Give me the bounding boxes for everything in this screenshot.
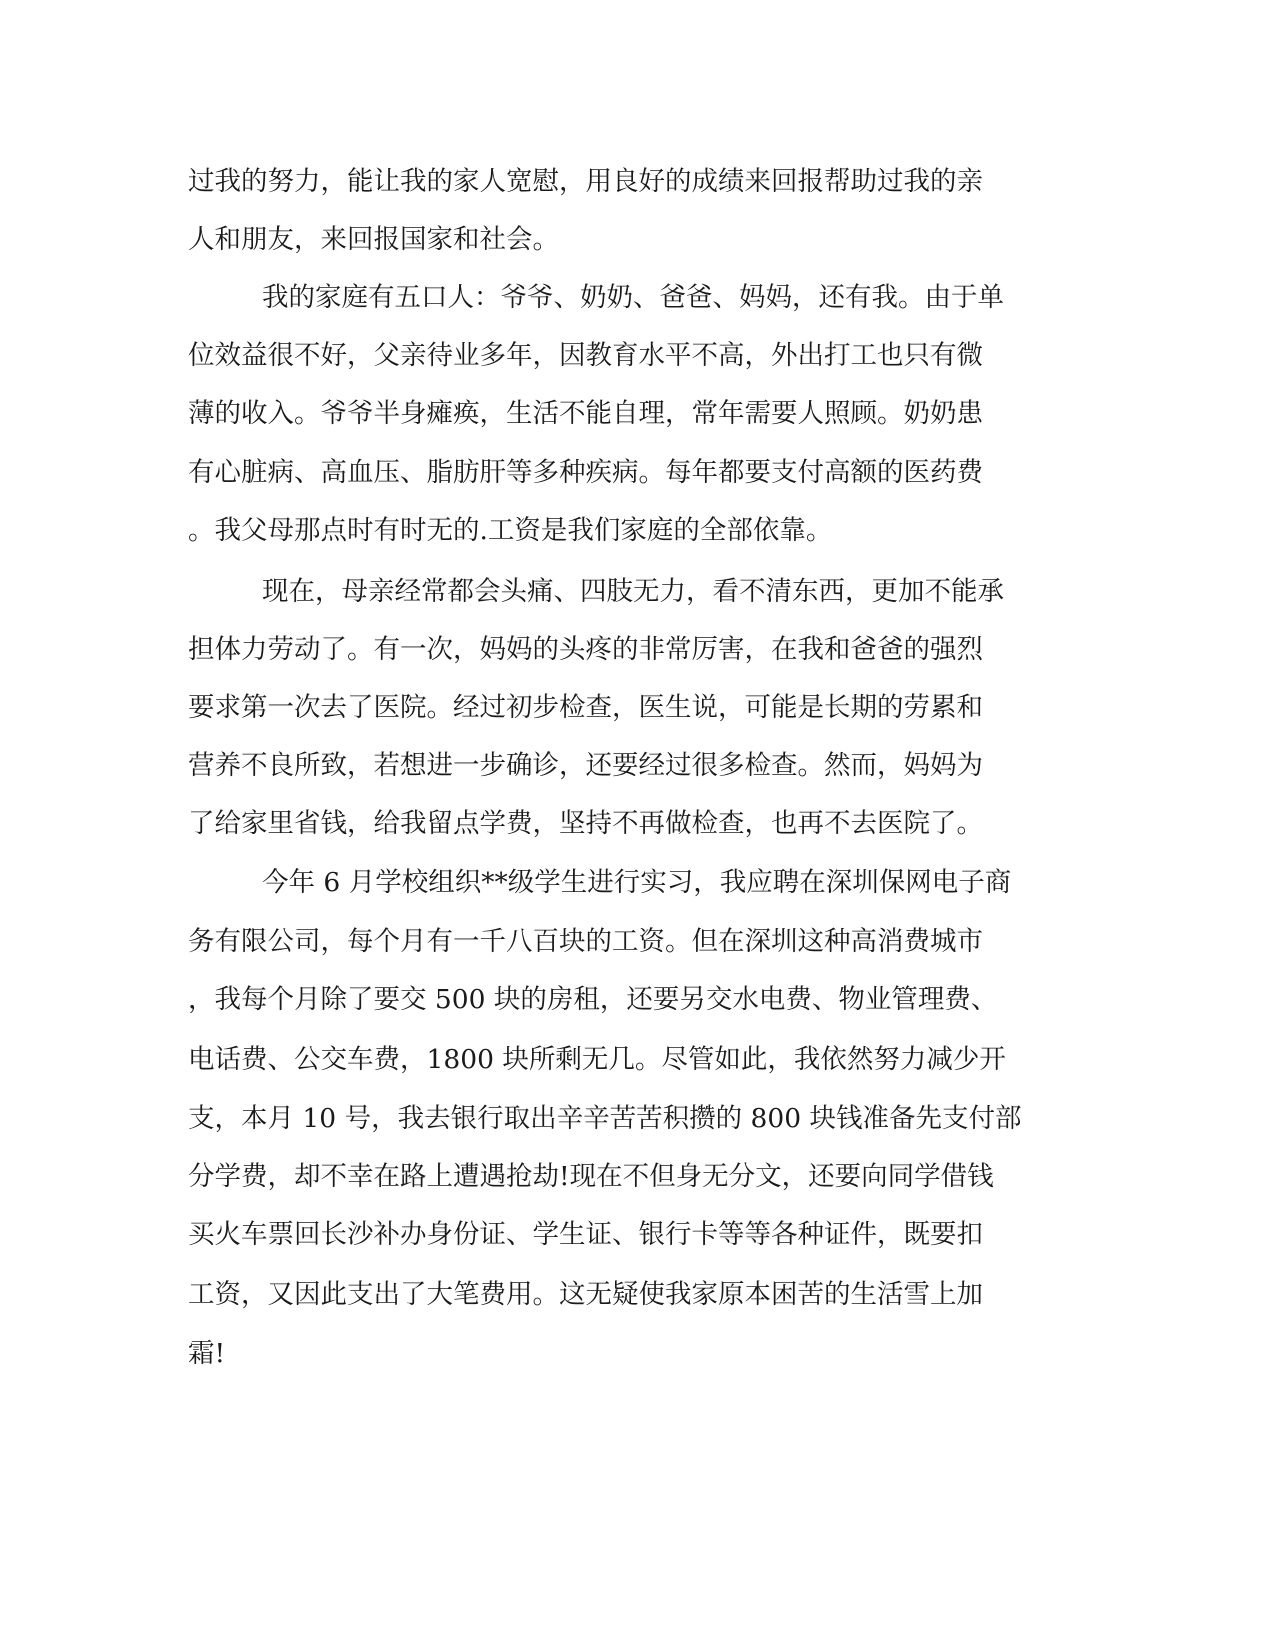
text-line: 担体力劳动了。有一次，妈妈的头疼的非常厉害，在我和爸爸的强烈: [188, 634, 983, 665]
paragraph-first-line: 现在，母亲经常都会头痛、四肢无力，看不清东西，更加不能承: [262, 576, 1004, 607]
text-line: 霜!: [188, 1338, 226, 1369]
text-line: 。我父母那点时有时无的.工资是我们家庭的全部依靠。: [188, 515, 833, 546]
text-line: ，我每个月除了要交 500 块的房租，还要另交水电费、物业管理费、: [188, 984, 998, 1015]
text-line: 有心脏病、高血压、脂肪肝等多种疾病。每年都要支付高额的医药费: [188, 457, 983, 488]
paragraph-first-line: 我的家庭有五口人：爷爷、奶奶、爸爸、妈妈，还有我。由于单: [262, 282, 1004, 313]
text-line: 过我的努力，能让我的家人宽慰，用良好的成绩来回报帮助过我的亲: [188, 166, 983, 197]
text-line: 位效益很不好，父亲待业多年，因教育水平不高，外出打工也只有微: [188, 340, 983, 371]
text-line: 工资，又因此支出了大笔费用。这无疑使我家原本困苦的生活雪上加: [188, 1279, 983, 1310]
text-line: 支，本月 10 号，我去银行取出辛辛苦苦积攒的 800 块钱准备先支付部: [188, 1103, 1022, 1134]
text-line: 电话费、公交车费，1800 块所剩无几。尽管如此，我依然努力减少开: [188, 1044, 1006, 1075]
text-line: 要求第一次去了医院。经过初步检查，医生说，可能是长期的劳累和: [188, 692, 983, 723]
text-line: 买火车票回长沙补办身份证、学生证、银行卡等等各种证件，既要扣: [188, 1219, 983, 1250]
text-line: 营养不良所致，若想进一步确诊，还要经过很多检查。然而，妈妈为: [188, 750, 983, 781]
text-line: 薄的收入。爷爷半身瘫痪，生活不能自理，常年需要人照顾。奶奶患: [188, 398, 983, 429]
text-line: 分学费，却不幸在路上遭遇抢劫!现在不但身无分文，还要向同学借钱: [188, 1161, 994, 1192]
text-line: 人和朋友，来回报国家和社会。: [188, 224, 559, 255]
text-line: 务有限公司，每个月有一千八百块的工资。但在深圳这种高消费城市: [188, 926, 983, 957]
text-line: 了给家里省钱，给我留点学费，坚持不再做检查，也再不去医院了。: [188, 808, 983, 839]
paragraph-first-line: 今年 6 月学校组织**级学生进行实习，我应聘在深圳保网电子商: [262, 867, 1012, 898]
